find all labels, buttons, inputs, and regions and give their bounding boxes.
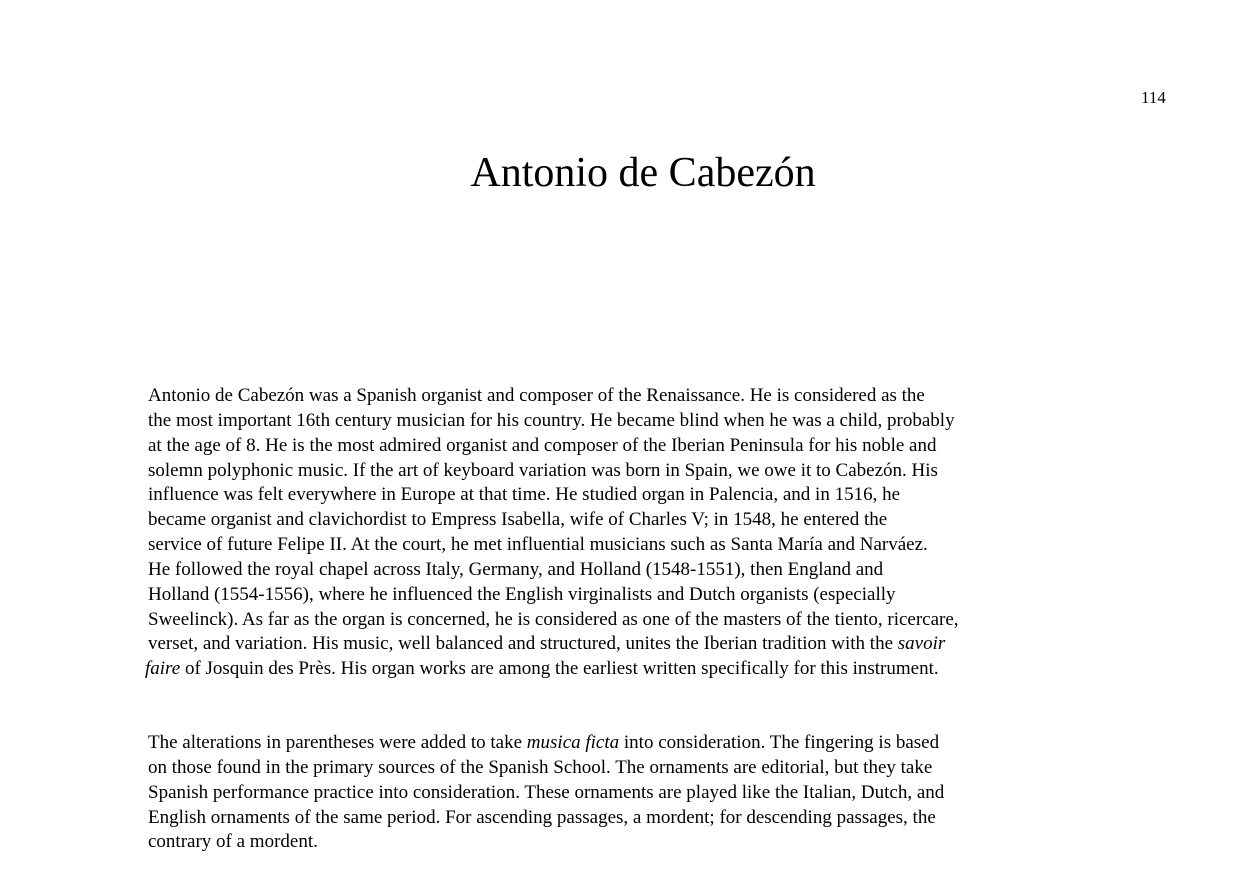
- text-line: the most important 16th century musician for his country. He became blind when he was a child, probably: [148, 409, 955, 431]
- text-segment: of Josquin des Près. His organ works are among the earliest written specifically for this instrument.: [180, 658, 939, 680]
- text-line: influence was felt everywhere in Europe at that time. He studied organ in Palencia, and in 1516, he: [148, 484, 901, 506]
- text-line: [148, 731, 1068, 756]
- text-line: at the age of 8. He is the most admired organist and composer of the Iberian Peninsula for his noble and: [148, 434, 937, 456]
- text-line: on those found in the primary sources of the Spanish School. The ornaments are editorial, but they take: [148, 756, 933, 778]
- text-line: became organist and clavichordist to Empress Isabella, wife of Charles V; in 1548, he entered the: [148, 509, 888, 531]
- text-line: English ornaments of the same period. For ascending passages, a mordent; for descending passages, the: [148, 806, 936, 828]
- text-segment: into consideration. The fingering is based: [619, 732, 940, 753]
- text-line: He followed the royal chapel across Italy, Germany, and Holland (1548-1551), then England and: [148, 558, 884, 580]
- text-line: Spanish performance practice into consideration. These ornaments are played like the Italian, Dutch, and: [148, 781, 945, 803]
- text-line: [148, 632, 1068, 657]
- text-segment: verset, and variation. His music, well balanced and structured, unites the Iberian tradition with the: [148, 633, 898, 655]
- text-line: Sweelinck). As far as the organ is concerned, he is considered as one of the masters of the tiento, ricercare,: [148, 608, 959, 630]
- text-line: [145, 657, 1068, 682]
- text-segment: The alterations in parentheses were added to take: [148, 732, 527, 753]
- text-line: Holland (1554-1556), where he influenced the English virginalists and Dutch organists (especially: [148, 583, 896, 605]
- text-line: Antonio de Cabezón was a Spanish organist and composer of the Renaissance. He is considered as the: [148, 385, 925, 406]
- biography-paragraph: [145, 384, 1068, 682]
- text-line: contrary of a mordent.: [148, 831, 318, 853]
- text-line: solemn polyphonic music. If the art of keyboard variation was born in Spain, we owe it to Cabezón. His: [148, 459, 938, 481]
- page-number: 114: [1141, 88, 1166, 107]
- editorial-notes-paragraph: [148, 731, 1068, 855]
- italic-term: faire: [145, 658, 181, 680]
- page-title: Antonio de Cabezón: [470, 150, 816, 196]
- text-line: service of future Felipe II. At the court, he met influential musicians such as Santa María and Narváez.: [148, 534, 928, 556]
- italic-term: musica ficta: [526, 732, 620, 753]
- italic-term: savoir: [897, 633, 946, 655]
